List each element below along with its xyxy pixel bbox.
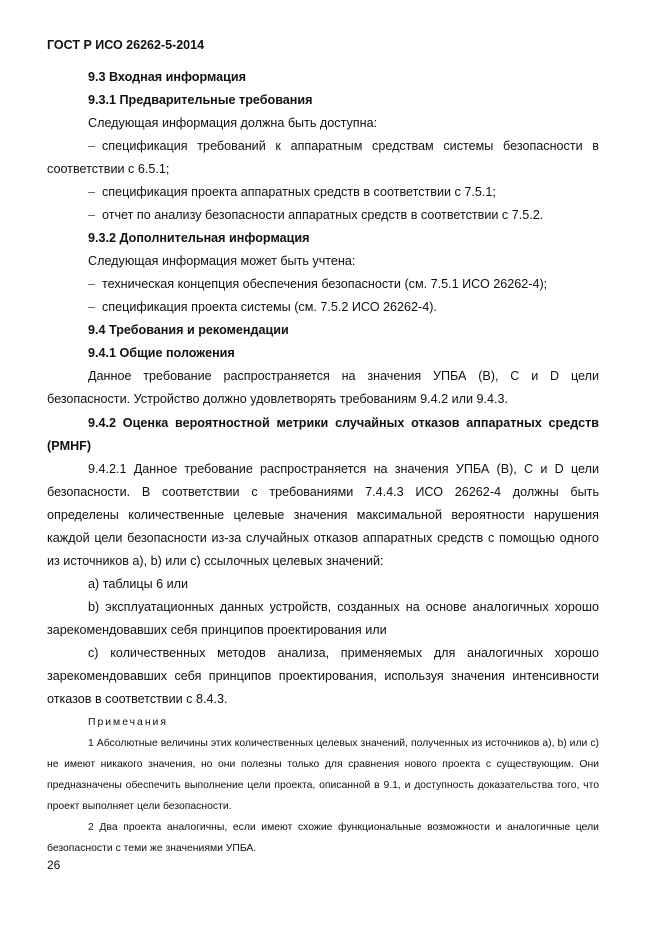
option-c: с) количественных методов анализа, применяемых для аналогичных хорошо зарекомендовавших себя принципов проектирования, используя значения интенсивности отказов в соответствии с 8.4.3. [47,646,599,706]
section-9-3-title: 9.3 Входная информация [88,70,247,84]
list-item: – спецификация проекта аппаратных средств в соответствии с 7.5.1; [47,181,599,204]
page-body [47,66,599,859]
document-header: ГОСТ Р ИСО 26262-5-2014 [47,38,205,52]
notes-title: Примечания [88,717,168,728]
dash-marker: – [88,300,96,314]
dash-marker: – [88,208,96,222]
list-item: – спецификация проекта системы (см. 7.5.2 ИСО 26262-4). [47,296,599,319]
section-9-4-2-title: 9.4.2 Оценка вероятностной метрики случайных отказов аппаратных средств (PMHF) [47,416,599,453]
note-1: 1 Абсолютные величины этих количественных целевых значений, полученных из источников а), b) или с) не имеют никакого значения, но они полезны только для сравнения нового проекта с существующим. Они предназначены обеспечить выполнение цели проекта, описанной в 9.1, и доступность доказательства того, что проект выполняет цели безопасности. [47,738,599,812]
list-item: – спецификация требований к аппаратным средствам системы безопасности в соответствии с 6.5.1; [47,135,599,181]
section-9-4-1-title: 9.4.1 Общие положения [88,346,235,360]
dash-marker: – [88,139,96,153]
list-item: – техническая концепция обеспечения безопасности (см. 7.5.1 ИСО 26262-4); [47,273,599,296]
option-b: b) эксплуатационных данных устройств, созданных на основе аналогичных хорошо зарекомендовавших себя принципов проектирования или [47,600,599,637]
section-9-3-1-intro: Следующая информация должна быть доступна: [88,116,378,130]
section-9-4-1-text: Данное требование распространяется на значения УПБА (В), С и D цели безопасности. Устройство должно удовлетворять требованиям 9.4.2 или 9.4.3. [47,369,599,406]
section-9-4-2-1-text: 9.4.2.1 Данное требование распространяется на значения УПБА (В), С и D цели безопасности. В соответствии с требованиями 7.4.4.3 ИСО 26262-4 должны быть определены количественные целевые значения максимальной вероятности нарушения каждой цели безопасности из-за случайных отказов аппаратных средств с помощью одного из источников а), b) или с) ссылочных целевых значений: [47,462,599,568]
section-9-3-1-title: 9.3.1 Предварительные требования [88,93,313,107]
page-number: 26 [47,858,61,872]
note-2: 2 Два проекта аналогичны, если имеют схожие функциональные возможности и аналогичные цели безопасности с теми же значениями УПБА. [47,822,599,854]
notes-block [47,712,599,859]
section-9-4-title: 9.4 Требования и рекомендации [88,323,289,337]
list-item: – отчет по анализу безопасности аппаратных средств в соответствии с 7.5.2. [47,204,599,227]
dash-marker: – [88,277,96,291]
dash-marker: – [88,185,96,199]
section-9-3-2-intro: Следующая информация может быть учтена: [88,254,356,268]
option-a: а) таблицы 6 или [88,577,189,591]
section-9-3-2-title: 9.3.2 Дополнительная информация [88,231,310,245]
